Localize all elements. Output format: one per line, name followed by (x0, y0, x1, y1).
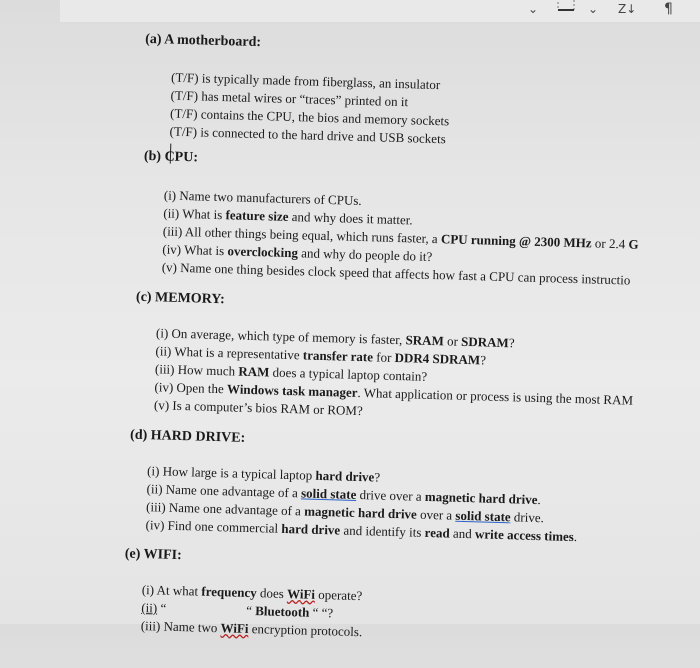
list-item: (i) At what frequency does WiFi operate? (141, 582, 363, 604)
list-item: (T/F) has metal wires or “traces” printed on it (170, 87, 409, 110)
chevron-down-icon[interactable]: ⌄ (528, 2, 539, 16)
list-item: (T/F) contains the CPU, the bios and memory sockets (169, 105, 450, 129)
pilcrow-icon[interactable]: ¶ (664, 1, 673, 17)
list-item: (T/F) is connected to the hard drive and USB sockets (169, 123, 446, 147)
list-item: (ii) What is feature size and why does it matter. (163, 205, 413, 228)
list-item: (i) On average, which type of memory is faster, SRAM or SDRAM? (155, 325, 515, 351)
list-item: (iii) Name two WiFi encryption protocols. (140, 617, 363, 640)
document-page (60, 10, 700, 668)
section-d-heading: (d) HARD DRIVE: (129, 427, 246, 446)
list-item: (i) Name two manufacturers of CPUs. (163, 187, 362, 208)
sort-az-icon[interactable]: Z↓ (618, 2, 637, 16)
list-item: (ii) What is a representative transfer rate for DDR4 SDRAM? (155, 343, 487, 368)
borders-icon[interactable] (556, 0, 578, 19)
list-item: (iv) What is overclocking and why do people do it? (162, 241, 433, 264)
section-a-heading: (a) A motherboard: (144, 31, 262, 51)
list-item: (ii) Name one advantage of a solid state drive over a magnetic hard drive. (146, 481, 541, 508)
list-item: (iii) How much RAM does a typical laptop contain? (154, 361, 428, 384)
chevron-down-icon[interactable]: ⌄ (588, 2, 599, 16)
list-item: (v) Is a computer’s bios RAM or ROM? (153, 397, 363, 419)
list-item: (v) Name one thing besides clock speed that affects how fast a CPU can process instructio (161, 259, 631, 288)
list-item: (iv) Open the Windows task manager. What application or process is using the most RAM (154, 379, 634, 408)
list-item: (i) How large is a typical laptop hard drive? (146, 463, 381, 485)
list-item: (T/F) is typically made from fiberglass, an insulator (170, 69, 441, 93)
list-item: (iv) Find one commercial hard drive and identify its read and write access times. (145, 517, 578, 545)
section-c-heading: (c) MEMORY: (135, 289, 225, 308)
section-b-heading: (b) CPU: (143, 148, 199, 166)
section-e-heading: (e) WIFI: (124, 546, 182, 564)
list-item: (ii) “ “ Bluetooth “ “? (141, 600, 334, 621)
list-item: (iii) All other things being equal, which runs faster, a CPU running @ 2300 MHz or 2.4 G (162, 223, 639, 252)
list-item: (iii) Name one advantage of a magnetic hard drive over a solid state drive. (145, 499, 545, 526)
